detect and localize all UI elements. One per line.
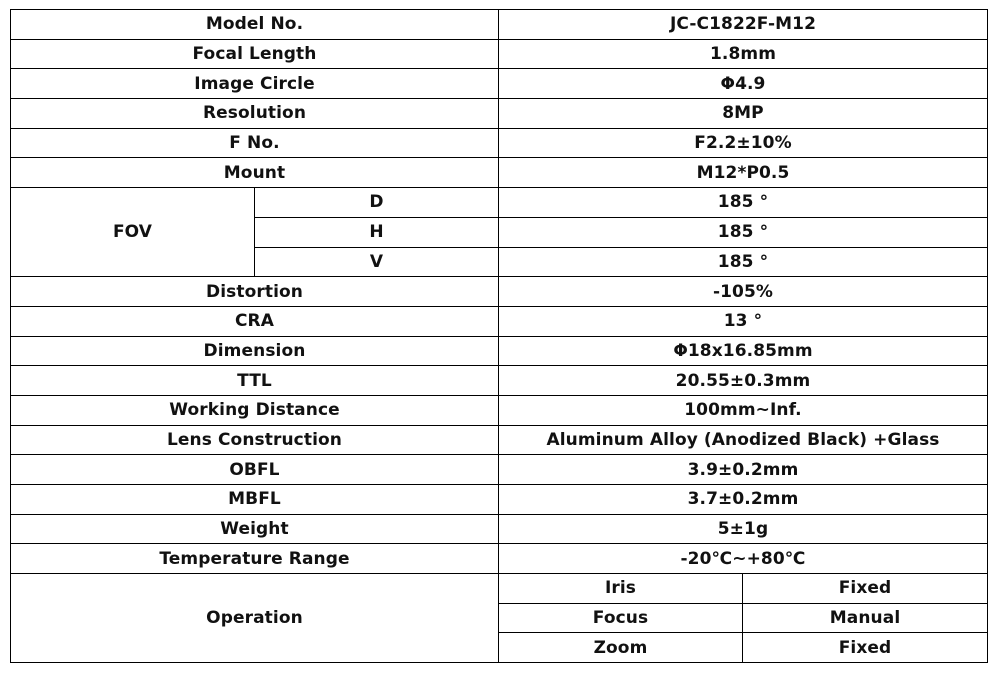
spec-row-operation-iris xyxy=(11,574,988,604)
fov-value: 185 ° xyxy=(499,188,988,218)
spec-row-focal-length xyxy=(11,39,988,69)
spec-row-lens-construction xyxy=(11,425,988,455)
spec-label: Lens Construction xyxy=(11,425,499,455)
spec-value: 5±1g xyxy=(499,514,988,544)
spec-value: 100mm~Inf. xyxy=(499,395,988,425)
spec-row-mbfl xyxy=(11,485,988,515)
spec-value: 1.8mm xyxy=(499,39,988,69)
fov-label: FOV xyxy=(11,188,255,277)
spec-value: -105% xyxy=(499,277,988,307)
spec-label: MBFL xyxy=(11,485,499,515)
spec-value: F2.2±10% xyxy=(499,128,988,158)
spec-row-image-circle xyxy=(11,69,988,99)
fov-value: 185 ° xyxy=(499,247,988,277)
spec-value: Φ4.9 xyxy=(499,69,988,99)
spec-label: F No. xyxy=(11,128,499,158)
spec-row-weight xyxy=(11,514,988,544)
spec-label: Temperature Range xyxy=(11,544,499,574)
spec-label: TTL xyxy=(11,366,499,396)
spec-row-distortion xyxy=(11,277,988,307)
operation-item: Focus xyxy=(499,603,743,633)
operation-item: Zoom xyxy=(499,633,743,663)
spec-value: Aluminum Alloy (Anodized Black) +Glass xyxy=(499,425,988,455)
spec-row-model-no xyxy=(11,10,988,40)
operation-mode: Fixed xyxy=(743,633,988,663)
spec-label: Focal Length xyxy=(11,39,499,69)
spec-value: 8MP xyxy=(499,99,988,129)
spec-value: 20.55±0.3mm xyxy=(499,366,988,396)
fov-value: 185 ° xyxy=(499,217,988,247)
spec-label: Distortion xyxy=(11,277,499,307)
spec-label: OBFL xyxy=(11,455,499,485)
fov-axis: V xyxy=(255,247,499,277)
spec-label: Dimension xyxy=(11,336,499,366)
operation-item: Iris xyxy=(499,574,743,604)
spec-label: Mount xyxy=(11,158,499,188)
lens-spec-table xyxy=(10,9,988,663)
fov-axis: D xyxy=(255,188,499,218)
spec-label: Resolution xyxy=(11,99,499,129)
spec-label: Image Circle xyxy=(11,69,499,99)
spec-row-fov-d xyxy=(11,188,988,218)
spec-row-cra xyxy=(11,306,988,336)
spec-row-f-no xyxy=(11,128,988,158)
fov-axis: H xyxy=(255,217,499,247)
spec-value: 3.9±0.2mm xyxy=(499,455,988,485)
spec-label: Working Distance xyxy=(11,395,499,425)
spec-label: Model No. xyxy=(11,10,499,40)
operation-mode: Fixed xyxy=(743,574,988,604)
spec-label: CRA xyxy=(11,306,499,336)
spec-label: Weight xyxy=(11,514,499,544)
spec-value: JC-C1822F-M12 xyxy=(499,10,988,40)
spec-value: 13 ° xyxy=(499,306,988,336)
spec-row-dimension xyxy=(11,336,988,366)
spec-row-obfl xyxy=(11,455,988,485)
spec-row-temperature-range xyxy=(11,544,988,574)
spec-row-resolution xyxy=(11,99,988,129)
spec-value: -20℃~+80℃ xyxy=(499,544,988,574)
spec-value: Φ18x16.85mm xyxy=(499,336,988,366)
operation-label: Operation xyxy=(11,574,499,663)
spec-row-mount xyxy=(11,158,988,188)
operation-mode: Manual xyxy=(743,603,988,633)
spec-row-working-distance xyxy=(11,395,988,425)
spec-row-ttl xyxy=(11,366,988,396)
spec-value: M12*P0.5 xyxy=(499,158,988,188)
spec-value: 3.7±0.2mm xyxy=(499,485,988,515)
